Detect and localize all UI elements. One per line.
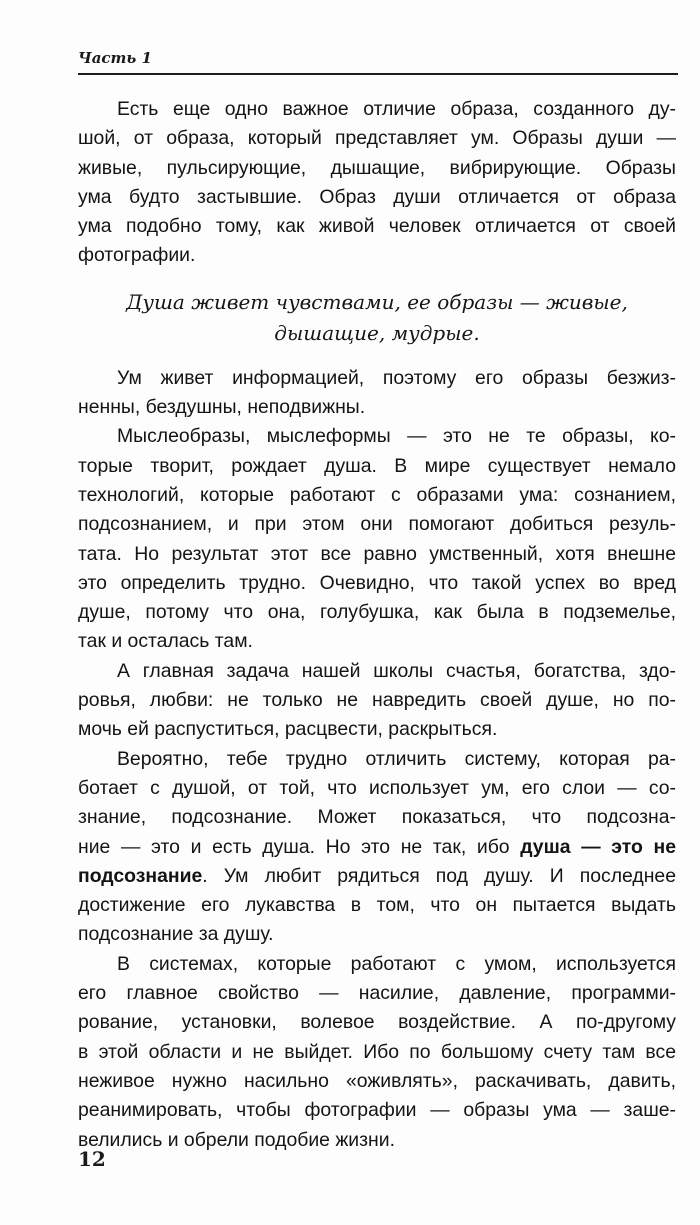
text-line: его главное свойство — насилие, давление, программи- [78, 982, 676, 1005]
text-line: ботает с душой, от той, что использует ум, его слои — со- [78, 776, 676, 799]
text-line: неживое нужно насильно «оживлять», раскачивать, давить, [78, 1069, 676, 1092]
text-line: технологий, которые работают с образами ума: сознанием, [78, 483, 676, 506]
text-line: душе, потому что она, голубушка, как была в подземелье, [78, 601, 676, 624]
quote-line: Душа живет чувствами, ее образы — живые, [126, 289, 628, 314]
paragraph-4 [78, 657, 676, 745]
page-number: 12 [78, 1147, 106, 1171]
text-line: Вероятно, тебе трудно отличить систему, которая ра- [117, 747, 676, 770]
paragraph-6 [78, 950, 676, 1155]
text-line [78, 862, 676, 891]
quote-line: дышащие, мудрые. [274, 320, 480, 345]
text-line: в этой области и не выйдет. Ибо по большому счету там все [78, 1040, 676, 1063]
text-line: ума подобно тому, как живой человек отличается от своей [78, 215, 676, 238]
paragraph-2 [78, 364, 676, 423]
text-line: мочь ей распуститься, расцвести, раскрыться. [78, 718, 498, 741]
text-line [78, 833, 676, 862]
text-line: велились и обрели подобие жизни. [78, 1128, 395, 1151]
text-line: торые творит, рождает душа. В мире существует немало [78, 454, 676, 477]
text-line: тата. Но результат этот все равно умственный, хотя внешне [78, 542, 676, 565]
text-line: ума будто застывшие. Образ души отличается от образа [78, 185, 676, 208]
text-line: подсознание за душу. [78, 923, 274, 946]
bold-phrase: душа — это не [520, 835, 676, 858]
paragraph-1 [78, 95, 676, 271]
text-line: ровья, любви: не только не навредить своей душе, но по- [78, 689, 676, 712]
paragraph-3 [78, 422, 676, 656]
text-line: фотографии. [78, 244, 196, 267]
text-line: знание, подсознание. Может показаться, что подсозна- [78, 806, 676, 829]
text-run: . Ум любит рядиться под душу. И последнее [202, 864, 676, 887]
bold-phrase: подсознание [78, 864, 203, 887]
text-line: Есть еще одно важное отличие образа, созданного ду- [117, 98, 676, 120]
text-line: подсознанием, и при этом они помогают добиться резуль- [78, 513, 676, 536]
running-head: Часть 1 [78, 49, 152, 67]
header-rule [78, 73, 678, 75]
text-line: так и осталась там. [78, 630, 253, 653]
text-line: Мыслеобразы, мыслеформы — это не те образы, ко- [117, 425, 676, 448]
text-line: это определить трудно. Очевидно, что такой успех во вред [78, 571, 676, 594]
italic-quote [78, 287, 676, 349]
page-body [78, 95, 676, 1155]
text-line: живые, пульсирующие, дышащие, вибрирующие. Образы [78, 156, 676, 179]
text-line: В системах, которые работают с умом, используется [117, 952, 676, 975]
text-line: А главная задача нашей школы счастья, богатства, здо- [117, 659, 676, 682]
text-line: шой, от образа, который представляет ум. Образы души — [78, 127, 676, 150]
text-line: Ум живет информацией, поэтому его образы безжиз- [117, 366, 676, 389]
text-line: достижение его лукавства в том, что он пытается выдать [78, 894, 676, 917]
text-line: ненны, бездушны, неподвижны. [78, 396, 366, 419]
text-run: ние — это и есть душа. Но это не так, ибо [78, 835, 521, 858]
text-line: рование, установки, волевое воздействие. А по-другому [78, 1011, 676, 1034]
paragraph-5 [78, 745, 676, 950]
text-line: реанимировать, чтобы фотографии — образы ума — заше- [78, 1099, 676, 1122]
